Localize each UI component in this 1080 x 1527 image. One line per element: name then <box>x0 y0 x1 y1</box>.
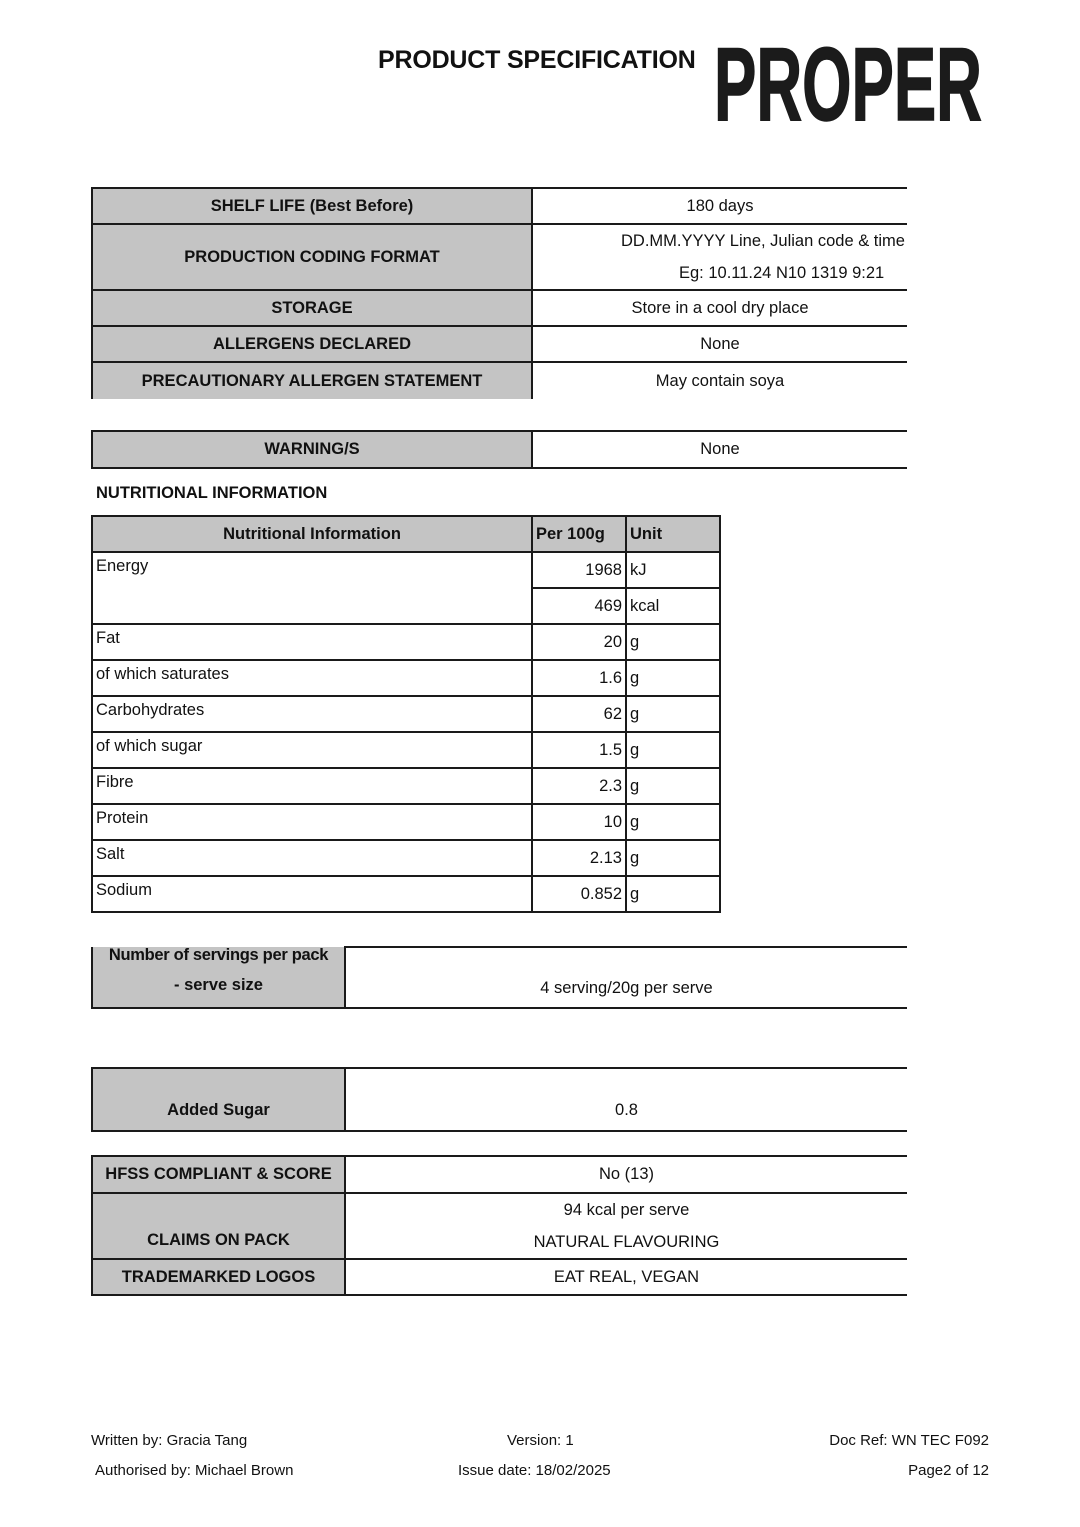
nutrient-value: 1.5 <box>532 732 626 768</box>
nutrient-name: Sodium <box>92 876 532 912</box>
nutrient-name: Energy <box>92 552 532 624</box>
nutrition-header-row <box>92 516 720 552</box>
column-header: Per 100g <box>532 516 626 552</box>
table-row <box>92 624 720 660</box>
nutrient-value: 0.852 <box>532 876 626 912</box>
spec-value: May contain soya <box>532 362 907 399</box>
nutrient-unit: g <box>626 804 720 840</box>
claims-row <box>92 1193 907 1259</box>
svg-text:PROPER: PROPER <box>714 40 982 128</box>
nutrient-value: 20 <box>532 624 626 660</box>
nutrient-unit: g <box>626 840 720 876</box>
spec-row-shelf-life <box>92 188 907 224</box>
servings-label-line: Number of servings per pack <box>108 946 329 964</box>
added-sugar-value: 0.8 <box>345 1068 907 1131</box>
table-row <box>92 768 720 804</box>
spec-row-precautionary <box>92 362 907 399</box>
nutrient-value: 2.13 <box>532 840 626 876</box>
servings-value: 4 serving/20g per serve <box>345 947 907 1008</box>
footer-authorised-by: Authorised by: Michael Brown <box>95 1462 294 1479</box>
hfss-value: No (13) <box>345 1156 907 1193</box>
warnings-row <box>92 431 907 468</box>
nutrient-value: 2.3 <box>532 768 626 804</box>
nutrition-heading: NUTRITIONAL INFORMATION <box>96 484 328 502</box>
page-title: PRODUCT SPECIFICATION <box>378 46 696 74</box>
trademark-row <box>92 1259 907 1295</box>
hfss-row <box>92 1156 907 1193</box>
spec-label: PRODUCTION CODING FORMAT <box>92 224 532 290</box>
table-row <box>92 552 720 588</box>
added-sugar-label: Added Sugar <box>92 1068 345 1131</box>
spec-label: PRECAUTIONARY ALLERGEN STATEMENT <box>92 362 532 399</box>
trademark-label: TRADEMARKED LOGOS <box>92 1259 345 1295</box>
servings-label-line: - serve size <box>174 976 263 994</box>
nutrient-value: 1968 <box>532 552 626 588</box>
nutrient-name: Fat <box>92 624 532 660</box>
footer-version: Version: 1 <box>507 1432 574 1449</box>
servings-table <box>91 946 907 1009</box>
proper-brand-logo <box>712 40 984 128</box>
table-row <box>92 876 720 912</box>
spec-label: ALLERGENS DECLARED <box>92 326 532 362</box>
footer-issue-date: Issue date: 18/02/2025 <box>458 1462 611 1479</box>
table-row <box>92 804 720 840</box>
table-row <box>92 732 720 768</box>
claims-label: CLAIMS ON PACK <box>92 1193 345 1259</box>
nutrient-value: 62 <box>532 696 626 732</box>
claims-table <box>91 1155 907 1296</box>
hfss-label: HFSS COMPLIANT & SCORE <box>92 1156 345 1193</box>
warnings-value: None <box>532 431 907 468</box>
servings-row <box>92 947 907 1008</box>
added-sugar-table <box>91 1067 907 1132</box>
column-header: Nutritional Information <box>92 516 532 552</box>
footer-written-by: Written by: Gracia Tang <box>91 1432 248 1449</box>
claim-item: NATURAL FLAVOURING <box>533 1233 720 1251</box>
table-row <box>92 660 720 696</box>
nutrient-value: 1.6 <box>532 660 626 696</box>
column-header: Unit <box>626 516 720 552</box>
spec-table <box>91 187 907 399</box>
table-row <box>92 696 720 732</box>
nutrient-value: 10 <box>532 804 626 840</box>
spec-value-line: DD.MM.YYYY Line, Julian code & time <box>621 232 905 250</box>
spec-label: STORAGE <box>92 290 532 326</box>
spec-label: SHELF LIFE (Best Before) <box>92 188 532 224</box>
nutrient-value: 469 <box>532 588 626 624</box>
nutrient-name: Protein <box>92 804 532 840</box>
table-row <box>92 840 720 876</box>
claims-value <box>345 1193 907 1259</box>
warnings-label: WARNING/S <box>92 431 532 468</box>
nutrient-unit: kcal <box>626 588 720 624</box>
nutrient-unit: g <box>626 624 720 660</box>
spec-value: Store in a cool dry place <box>532 290 907 326</box>
nutrient-name: Salt <box>92 840 532 876</box>
spec-value: None <box>532 326 907 362</box>
nutrient-name: Carbohydrates <box>92 696 532 732</box>
added-sugar-row <box>92 1068 907 1131</box>
spec-value <box>532 224 907 290</box>
nutrient-name: of which saturates <box>92 660 532 696</box>
warnings-table <box>91 430 907 469</box>
spec-value: 180 days <box>532 188 907 224</box>
nutrient-unit: g <box>626 732 720 768</box>
spec-row-allergens <box>92 326 907 362</box>
nutrient-unit: g <box>626 768 720 804</box>
spec-row-storage <box>92 290 907 326</box>
nutrition-table <box>91 515 721 913</box>
trademark-value: EAT REAL, VEGAN <box>345 1259 907 1295</box>
nutrient-unit: g <box>626 876 720 912</box>
servings-label <box>92 947 345 1008</box>
nutrient-name: Fibre <box>92 768 532 804</box>
spec-row-coding-format <box>92 224 907 290</box>
nutrient-unit: g <box>626 696 720 732</box>
footer-page-number: Page2 of 12 <box>908 1462 989 1479</box>
claim-item: 94 kcal per serve <box>563 1201 690 1219</box>
spec-value-line: Eg: 10.11.24 N10 1319 9:21 <box>679 264 885 282</box>
footer-doc-ref: Doc Ref: WN TEC F092 <box>829 1432 989 1449</box>
nutrient-name: of which sugar <box>92 732 532 768</box>
nutrient-unit: g <box>626 660 720 696</box>
nutrient-unit: kJ <box>626 552 720 588</box>
